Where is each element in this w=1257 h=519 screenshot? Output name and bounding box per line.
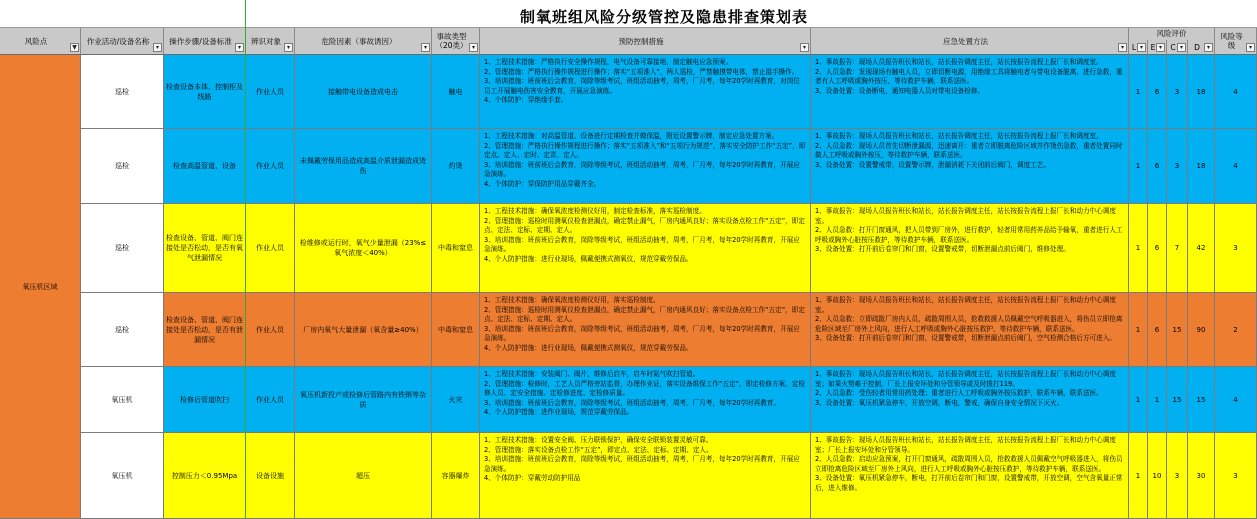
- prevention-cell[interactable]: [480, 433, 811, 519]
- dropdown-arrow-icon[interactable]: ▾: [421, 43, 430, 52]
- prevention-cell-text: 1、工程技术措施：安装阀门、阀片，维修后启车，启车时氮气吹扫管道。 2、管理措施：检修时，工艺人员严格旁站监督，办理作业证，落实设备维保工作“五定”，即定检修方案、定检修人员、定安全措施、定检修进度、定检修质量。 3、培训措施：班前班后会教育，岗除等级考试，班组活动抽考，周考，厂月考，每年20学时再教育。 4、个人防护措施：进作业现场，规范穿戴劳保品。: [484, 370, 805, 417]
- header-label: 风险点: [24, 36, 48, 46]
- D-cell[interactable]: [1188, 293, 1215, 367]
- accident-type-cell[interactable]: [432, 433, 480, 519]
- risk-level-cell[interactable]: [1215, 293, 1257, 367]
- sheet-title: 制氧班组风险分级管控及隐患排查策划表: [520, 8, 809, 26]
- C-cell[interactable]: [1167, 293, 1188, 367]
- header-label: 预防控制措施: [618, 36, 664, 46]
- steps-cell-text: 检查设备、管道、阀门连接处是否松动，是否有氧气泄漏情况: [166, 234, 243, 262]
- activity-cell-text: 巡检: [115, 87, 129, 96]
- header-D[interactable]: [1188, 40, 1215, 55]
- E-cell[interactable]: [1148, 367, 1167, 433]
- header-label: 风险评价: [1156, 29, 1187, 38]
- emergency-cell-text: 1、事故报告：现场人员报告班长和站长，站长报告调度主任，站长按报告流程上报厂长和动力中心调度室。 2、人员急救：立即疏散厂房内人员，疏散周围人员，抢救救援人员佩戴空气呼吸器进入，将伤员立即抢离危险区域至厂房外上风向，进行人工呼吸或胸外心脏按压救护，等待救护车辆，联系送医。 3、设备处置：打开前后卷帘门和门窗，设置警戒带，切断泄漏点前后阀门，空气检测合格后方可进入。: [815, 296, 1123, 343]
- risk-level-cell-text: 4: [1233, 87, 1238, 96]
- prevention-cell[interactable]: [480, 55, 811, 129]
- header-risk-evaluation: [1129, 28, 1215, 40]
- dropdown-arrow-icon[interactable]: ▾: [469, 43, 478, 52]
- header-label: L: [1131, 42, 1137, 52]
- header-label: E: [1150, 42, 1156, 52]
- dropdown-arrow-icon[interactable]: ▾: [800, 43, 809, 52]
- C-cell-text: 3: [1174, 162, 1180, 170]
- C-cell-text: 3: [1174, 87, 1180, 96]
- identifier-cell[interactable]: [246, 433, 295, 519]
- C-cell-text: 15: [1172, 395, 1182, 404]
- identifier-cell[interactable]: [246, 55, 295, 129]
- accident-type-cell[interactable]: [432, 204, 480, 293]
- accident-type-cell-text: 触电: [448, 87, 463, 96]
- hazard-cell[interactable]: [295, 293, 432, 367]
- activity-cell-text: 巡检: [115, 162, 129, 170]
- header-hazard[interactable]: [295, 28, 432, 55]
- identifier-cell-text: 设备设施: [256, 471, 284, 480]
- L-cell-text: 1: [1135, 162, 1141, 170]
- accident-type-cell-text: 中毒和窒息: [438, 244, 473, 252]
- hazard-cell[interactable]: [295, 433, 432, 519]
- risk-level-cell-text: 3: [1233, 244, 1238, 252]
- accident-type-cell-text: 灼烫: [448, 162, 463, 170]
- accident-type-cell-text: 火灾: [448, 395, 463, 404]
- steps-cell-text: 检查高温管道、设备: [173, 162, 236, 170]
- E-cell-text: 10: [1152, 471, 1162, 480]
- L-cell[interactable]: [1129, 433, 1148, 519]
- L-cell[interactable]: [1129, 293, 1148, 367]
- prevention-cell-text: 1、工程技术措施：确保氧浓度检测仪好用，制定检查标准，落实巡检制度。 2、管理措施：巡检时用测氧仪检查泄漏点，确定禁止漏气，厂房内通风良好；落实设备点检工作“五定”，即定点、定法、定标、定期、定人。 3、培训措施：班前班后会教育，岗除等级考试，班组活动抽考，周考，厂月考，每年20学时再教育，开展应急演练。 4、个人防护措施：进行业现场，佩戴便携式测氧仪，规范穿戴劳保品。: [484, 207, 805, 263]
- identifier-cell[interactable]: [246, 293, 295, 367]
- area-cell[interactable]: [0, 55, 81, 519]
- D-cell[interactable]: [1188, 433, 1215, 519]
- header-emergency[interactable]: [811, 28, 1129, 55]
- header-label: 风险等级: [1220, 32, 1243, 50]
- hazard-cell[interactable]: [295, 204, 432, 293]
- identifier-cell-text: 作业人员: [256, 162, 284, 170]
- activity-cell[interactable]: [81, 55, 164, 129]
- dropdown-arrow-icon[interactable]: ▾: [1246, 43, 1255, 52]
- D-cell-text: 90: [1196, 325, 1206, 334]
- activity-cell-text: 氧压机: [111, 395, 133, 404]
- C-cell-text: 7: [1174, 244, 1180, 252]
- hazard-cell-text: 氧压机新投产或检修后管路内有铁销等杂质: [300, 390, 426, 409]
- header-label: D: [1194, 42, 1200, 52]
- D-cell[interactable]: [1188, 367, 1215, 433]
- L-cell-text: 1: [1135, 395, 1141, 404]
- dropdown-arrow-icon[interactable]: ▾: [1137, 43, 1146, 52]
- prevention-cell-text: 1、工程技术措施：对高温管道、设备进行定期检查并做保温，附近设置警示牌，制定应急处置方案。 2、管理措施：严格执行操作规程进行操作；落实“五项准入”和“五项行为规范”，落实安全防护工作“五定”，即定点、定人、定时、定责、定人。 3、培训措施：班前班后会教育，岗除等级考试，班组活动抽考，周考，厂月考，每年20学时再教育，开展应急演练。 4、个体防护：穿保防护用品穿戴齐全。: [484, 132, 806, 188]
- dropdown-arrow-icon[interactable]: ▾: [1156, 43, 1165, 52]
- accident-type-cell-text: 中毒和窒息: [438, 325, 473, 334]
- E-cell-text: 6: [1154, 325, 1160, 334]
- steps-cell-text: 控制压力＜0.95Mpa: [171, 471, 238, 480]
- E-cell[interactable]: [1148, 293, 1167, 367]
- emergency-cell[interactable]: [811, 433, 1129, 519]
- header-risk-level[interactable]: [1215, 28, 1257, 55]
- hazard-cell-text: 检维修或运行时，氧气少量泄漏（23%≤氧气浓度＜40%）: [299, 239, 427, 257]
- hazard-cell-text: 未佩戴劳保用品造成高温介质泄漏造成烫伤: [300, 157, 426, 175]
- risk-level-cell[interactable]: [1215, 55, 1257, 129]
- header-risk-point[interactable]: [0, 28, 81, 55]
- identifier-cell-text: 作业人员: [256, 325, 284, 334]
- header-label: 作业活动/设备名称: [86, 36, 150, 46]
- emergency-cell[interactable]: [811, 129, 1129, 204]
- C-cell[interactable]: [1167, 367, 1188, 433]
- header-label: 应急处置方法: [943, 36, 988, 46]
- accident-type-cell[interactable]: [432, 367, 480, 433]
- L-cell[interactable]: [1129, 129, 1148, 204]
- E-cell-text: 6: [1154, 87, 1160, 96]
- header-steps[interactable]: [164, 28, 246, 55]
- activity-cell[interactable]: [81, 367, 164, 433]
- L-cell[interactable]: [1129, 204, 1148, 293]
- activity-cell[interactable]: [81, 204, 164, 293]
- L-cell-text: 1: [1135, 87, 1141, 96]
- emergency-cell-text: 1、事故报告：现场人员报告班长和站长，站长报告调度主任，站长按报告流程上报厂长和动力中心调度室；如果火势难于控制，厂长上报安环处和分管领导或及时拨打119。 2、人员急救：受伤轻者用常用药处理；重者进行人工呼吸或胸外按压救护，联系车辆，联系送医。 3、设备处置：氧压机紧急停车，开放空调，断电，警戒，确保自身安全情况下灭火。: [815, 370, 1116, 407]
- header-label: 危险因素（事故诱因）: [321, 36, 397, 46]
- prevention-cell[interactable]: [480, 293, 811, 367]
- header-E[interactable]: [1148, 40, 1167, 55]
- risk-level-cell[interactable]: [1215, 129, 1257, 204]
- L-cell-text: 1: [1135, 471, 1141, 480]
- C-cell-text: 3: [1174, 471, 1180, 480]
- accident-type-cell[interactable]: [432, 293, 480, 367]
- hazard-cell[interactable]: [295, 129, 432, 204]
- header-label: C: [1170, 42, 1176, 52]
- E-cell[interactable]: [1148, 433, 1167, 519]
- prevention-cell-text: 1、工程技术措施：确保氧浓度检测仪好用，落实巡检制度。 2、管理措施：巡检时用测氧仪检查泄漏点，确定禁止漏气，厂房内通风良好；落实设备点检工作“五定”，即定点、定法、定标、定期、定人。 3、培训措施：班前班后会教育，岗除等级考试，班组活动抽考，周考，厂月考，每年20学时再教育，开展应急演练。 4、个人防护措施：进行业现场，佩戴便携式测氧仪，规范穿戴劳保品。: [484, 296, 805, 352]
- header-activity[interactable]: [81, 28, 164, 55]
- header-prevention[interactable]: [480, 28, 811, 55]
- dropdown-arrow-icon[interactable]: ▾: [1177, 43, 1186, 52]
- header-accident-type[interactable]: [432, 28, 480, 55]
- activity-cell[interactable]: [81, 129, 164, 204]
- identifier-cell-text: 作业人员: [256, 244, 284, 252]
- E-cell[interactable]: [1148, 129, 1167, 204]
- C-cell[interactable]: [1167, 55, 1188, 129]
- header-label: 操作步骤/设备标准: [169, 36, 232, 46]
- D-cell-text: 18: [1196, 87, 1206, 96]
- header-label: 辨识对象: [251, 36, 281, 46]
- steps-cell[interactable]: [164, 367, 246, 433]
- D-cell-text: 30: [1196, 471, 1206, 480]
- E-cell[interactable]: [1148, 55, 1167, 129]
- D-cell-text: 42: [1196, 244, 1206, 252]
- header-identifier[interactable]: [246, 28, 295, 55]
- identifier-cell[interactable]: [246, 204, 295, 293]
- risk-level-cell[interactable]: [1215, 433, 1257, 519]
- emergency-cell[interactable]: [811, 55, 1129, 129]
- dropdown-arrow-icon[interactable]: ▾: [153, 43, 162, 52]
- activity-cell[interactable]: [81, 433, 164, 519]
- emergency-cell[interactable]: [811, 367, 1129, 433]
- prevention-cell[interactable]: [480, 129, 811, 204]
- header-C[interactable]: [1167, 40, 1188, 55]
- C-cell[interactable]: [1167, 129, 1188, 204]
- risk-level-cell[interactable]: [1215, 367, 1257, 433]
- dropdown-arrow-icon[interactable]: ▾: [1118, 43, 1127, 52]
- E-cell[interactable]: [1148, 204, 1167, 293]
- column-divider-line: [245, 0, 246, 519]
- hazard-cell[interactable]: [295, 55, 432, 129]
- risk-level-cell-text: 4: [1233, 162, 1238, 170]
- prevention-cell-text: 1、工程技术措施：设置安全阀、压力联锁保护，确保安全联锁装置灵敏可靠。 2、管理措施：落实设备点检工作“五定”，即定点、定法、定标、定期、定人。 3、培训措施：班前班后会教育，岗除等级考试，班组活动抽考，周考，厂月考，每年20学时再教育，开展应急演练。 4、个体防护：穿戴劳动防护用品: [484, 436, 800, 483]
- steps-cell[interactable]: [164, 204, 246, 293]
- C-cell[interactable]: [1167, 433, 1188, 519]
- activity-cell-text: 巡检: [115, 325, 129, 334]
- emergency-cell-text: 1、事故报告：现场人员报告班长和站长，站长报告调度主任，站长按报告流程上报厂长和调度室。 2、人员急救：现场人员首先切断泄漏源，迅速离开：重者立即脱离危险区域并作烫伤急救，重者处置同时做人工呼吸或胸外按压，等待救护车辆，联系送医。 3、设备处置：设置警戒带，设置警示牌，泄漏消耗下关闭前后阀门，调度工艺。: [815, 132, 1123, 169]
- emergency-cell-text: 1、事故报告：现场人员报告班长和站长，站长报告调度主任，站长按报告流程上报厂长和动力中心调度室；厂长上报安环处和分管领导。 2、人员急救：启动应急预案，打开门窗通风，疏散周围人员，抢救救援人员佩戴空气呼吸器进入，将伤员立即抢离危险区域至厂房外上风向，进行人工呼吸或胸外心脏按压救护，等待救护车辆，联系送医。 3、设备处置：氧压机紧急停车，断电，打开前后卷帘门和门窗，设置警戒带，开放空调，空气含氧量正常后，进入维修。: [815, 436, 1123, 492]
- emergency-cell[interactable]: [811, 204, 1129, 293]
- title-row: [0, 0, 1257, 28]
- prevention-cell[interactable]: [480, 204, 811, 293]
- dropdown-arrow-icon[interactable]: ▾: [235, 43, 244, 52]
- identifier-cell[interactable]: [246, 129, 295, 204]
- identifier-cell-text: 作业人员: [256, 87, 284, 96]
- header-L[interactable]: [1129, 40, 1148, 55]
- C-cell[interactable]: [1167, 204, 1188, 293]
- D-cell-text: 18: [1196, 162, 1206, 170]
- steps-cell-text: 检修后管道吹扫: [180, 395, 229, 404]
- E-cell-text: 1: [1154, 395, 1160, 404]
- D-cell[interactable]: [1188, 55, 1215, 129]
- emergency-cell[interactable]: [811, 293, 1129, 367]
- activity-cell-text: 氧压机: [111, 471, 133, 480]
- area-label: 氧压机区域: [22, 282, 58, 291]
- D-cell-text: 15: [1196, 395, 1206, 404]
- steps-cell[interactable]: [164, 293, 246, 367]
- hazard-cell-text: 超压: [356, 471, 370, 480]
- C-cell-text: 15: [1172, 325, 1182, 334]
- steps-cell-text: 检查设备、管道、阀门连接处是否松动，是否有泄漏情况: [166, 315, 243, 344]
- activity-cell-text: 巡检: [115, 244, 129, 252]
- accident-type-cell[interactable]: [432, 129, 480, 204]
- steps-cell[interactable]: [164, 433, 246, 519]
- identifier-cell[interactable]: [246, 367, 295, 433]
- dropdown-arrow-icon[interactable]: ▾: [284, 43, 293, 52]
- steps-cell[interactable]: [164, 129, 246, 204]
- emergency-cell-text: 1、事故报告：现场人员报告班长和站长，站长报告调度主任，站长按报告流程上报厂长和动力中心调度室。 2、人员急救：打开门窗通风，把人员带到厂房外，进行救护，轻者用常用药养品给予输氧，重者进行人工呼吸或胸外心脏按压救护，等待救护车辆，联系送医。 3、设备处置：打开前后卷帘门和门窗，设置警戒带，切断泄漏点前后阀门，维修处理。: [815, 207, 1123, 254]
- L-cell-text: 1: [1135, 244, 1141, 252]
- filter-active-icon[interactable]: ▼: [70, 43, 79, 52]
- risk-level-cell-text: 2: [1233, 325, 1238, 334]
- hazard-cell-text: 接触带电设备造成电击: [328, 87, 398, 96]
- E-cell-text: 6: [1154, 162, 1160, 170]
- L-cell-text: 1: [1135, 325, 1141, 334]
- dropdown-arrow-icon[interactable]: ▾: [1204, 43, 1213, 52]
- D-cell[interactable]: [1188, 204, 1215, 293]
- activity-cell[interactable]: [81, 293, 164, 367]
- accident-type-cell-text: 容器爆炸: [441, 471, 470, 480]
- hazard-cell-text: 厂房内氧气大量泄漏（氧含量≥40%）: [303, 325, 423, 334]
- E-cell-text: 6: [1154, 244, 1160, 252]
- D-cell[interactable]: [1188, 129, 1215, 204]
- risk-level-cell-text: 4: [1233, 395, 1238, 404]
- hazard-cell[interactable]: [295, 367, 432, 433]
- L-cell[interactable]: [1129, 367, 1148, 433]
- accident-type-cell[interactable]: [432, 55, 480, 129]
- prevention-cell-text: 1、工程技术措施：严格执行安全操作规程，电气设备可靠接地，制定触电应急预案。 2、管理措施：严格执行操作规程进行操作；落实“五项准入”，两人巡检，严禁触摸带电体，禁止湿手操作。 3、培训措施：班前班后会教育，岗除等级考试，班组活动抽考，周考，厂月考，每年20学时再教育，对岗位员工开展触电伤害安全教育，开展应急演练。 4、个体防护：穿绝缘手套。: [484, 58, 800, 105]
- emergency-cell-text: 1、事故报告：现场人员报告班长和站长，站长报告调度主任，站长按报告流程上报厂长和调度室。 2、人员急救：发现现场有触电人员，立即切断电源，用绝缘工具将触电者与带电设备脱离，进行急救，重者有人工呼吸或胸外按压，等待救护车辆，联系送医。 3、设备处置：设备断电，通知电器人员对带电设备检修。: [815, 58, 1123, 95]
- identifier-cell-text: 作业人员: [256, 395, 284, 404]
- risk-level-cell[interactable]: [1215, 204, 1257, 293]
- steps-cell-text: 检查设备本体、控制柜及线路: [166, 82, 243, 101]
- prevention-cell[interactable]: [480, 367, 811, 433]
- steps-cell[interactable]: [164, 55, 246, 129]
- L-cell[interactable]: [1129, 55, 1148, 129]
- header-label: 事故类型（20类）: [435, 32, 468, 50]
- risk-level-cell-text: 3: [1233, 471, 1238, 480]
